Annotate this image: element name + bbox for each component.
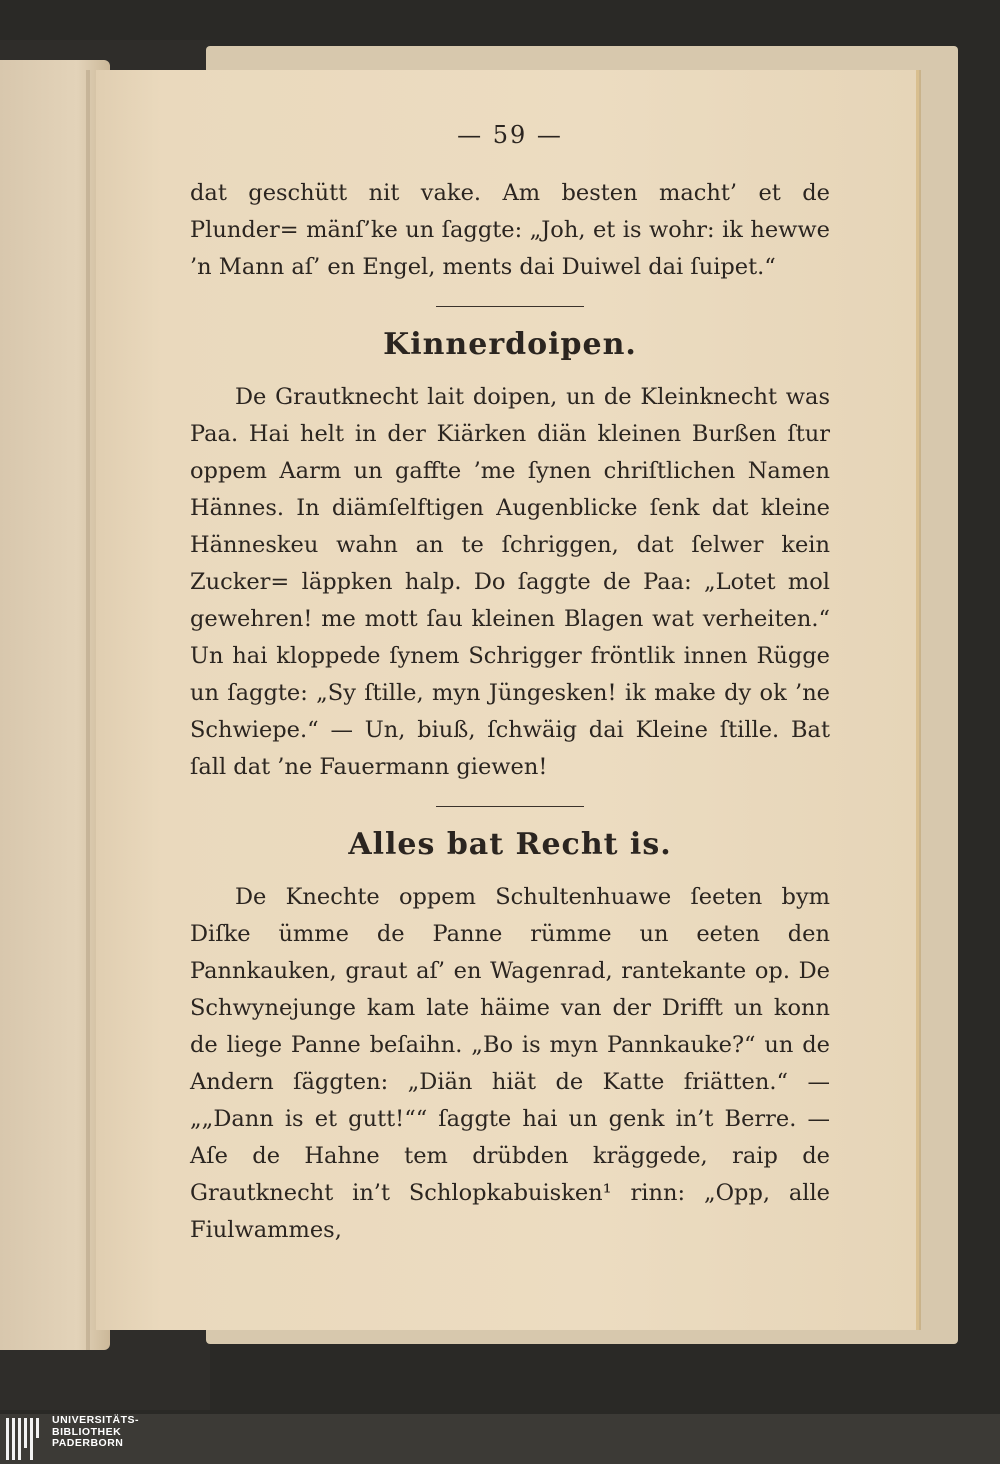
page-number: — 59 — (457, 121, 563, 149)
left-page-edge (0, 60, 110, 1350)
logo-line-3: PADERBORN (52, 1437, 124, 1449)
section-paragraph-alles-bat-recht-is: De Knechte oppem Schultenhuawe ſeeten bym Diſke ümme de Panne rümme un eeten den Pannkauken, graut aſ’ en Wagenrad, rantekante op. De Schwynejunge kam late häime van der Drifft un konn de liege Panne beſaihn. „Bo is myn Pannkauke?“ un de Andern ſäggten: „Diän hiät de Katte friätten.“ — „„Dann is et gutt!““ ſaggte hai un genk in’t Berre. — Aſe de Hahne tem drübden kräggede, raip de Grautknecht in’t Schlopkabuisken¹ rinn: „Opp, alle Fiulwammes, (190, 884, 830, 1243)
section-divider (436, 806, 584, 807)
binding-gutter (86, 70, 90, 1350)
library-logo-icon (6, 1418, 46, 1460)
section-paragraph-kinnerdoipen: De Grautknecht lait doipen, un de Kleinknecht was Paa. Hai helt in der Kiärken diän kleinen Burßen ſtur oppem Aarm un gaffte ’me ſynen chriſtlichen Namen Hännes. In diämſelftigen Augenblicke ſenk dat kleine Hänneskeu wahn an te ſchriggen, dat ſelwer kein Zucker= läppken halp. Do ſaggte de Paa: „Lotet mol gewehren! me mott ſau kleinen Blagen wat verheiten.“ Un hai kloppede ſynem Schrigger fröntlik innen Rügge un ſaggte: „Sy ſtille, myn Jüngesken! ik make dy ok ’ne Schwiepe.“ — Un, biuß, ſchwäig dai Kleine ſtille. Bat ſall dat ’ne Fauermann giewen! (190, 384, 830, 780)
library-footer (0, 1414, 1000, 1464)
library-logo-text (52, 1415, 139, 1450)
section-divider (436, 306, 584, 307)
page-text (190, 115, 830, 1249)
logo-line-2: BIBLIOTHEK (52, 1425, 122, 1438)
logo-line-1: UNIVERSITÄTS- (52, 1414, 140, 1426)
intro-paragraph: dat geschütt nit vake. Am besten macht’ et de Plunder= mänſ’ke un ſaggte: „Joh, et is wohr: ik hewwe ’n Mann aſ’ en Engel, ments dai Duiwel dai ſuipet.“ (190, 180, 830, 280)
section-title-alles-bat-recht-is: Alles bat Recht is. (348, 827, 672, 862)
section-title-kinnerdoipen: Kinnerdoipen. (383, 327, 637, 362)
